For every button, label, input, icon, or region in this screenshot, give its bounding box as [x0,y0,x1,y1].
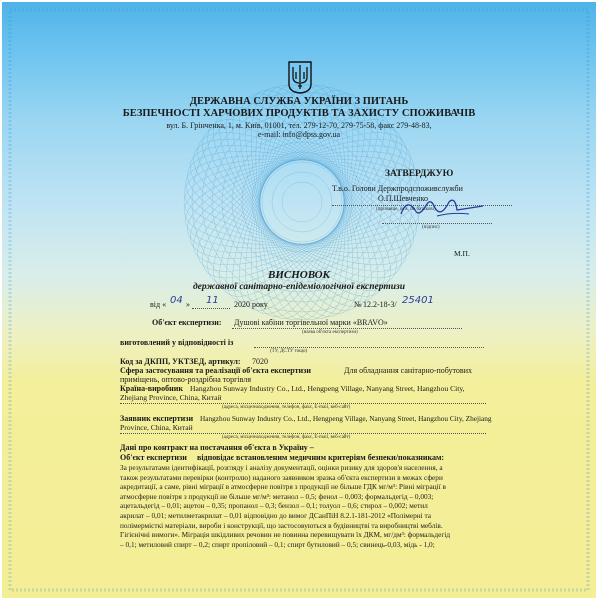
body-line: – 0,1; метиловий спирт – 0,2; спирт пропіловий – 0,1; спирт бутиловий – 0,5; свинець-0,03, мідь - 1,0; [120,539,435,549]
object-line [232,328,462,329]
code-value: 7020 [252,357,268,366]
manufactured-label: виготовлений у відповідності із [120,338,234,347]
month-line [192,308,230,309]
number-handwritten: 25401 [402,295,434,306]
applicant-value-2: Province, China, Китай [120,423,193,432]
scope-value-2: приміщень, оптово-роздрібна торгівля [120,375,251,384]
object-caption: (назва об'єкта експертизи) [302,330,358,335]
handwritten-signature [397,194,487,222]
applicant-line [120,433,486,434]
agency-name-line1: ДЕРЖАВНА СЛУЖБА УКРАЇНИ З ПИТАНЬ [189,96,409,107]
document-title: ВИСНОВОК [268,269,330,281]
body-line: акредитації, а саме, рівні міграції в атмосферне повітря з продукції не більше ГДК мг/м³: Рівні міграції в [120,482,446,492]
number-label: № [354,300,362,309]
code-label: Код за ДКПП, УКТЗЕД, артикул: [120,357,241,366]
approval-position: Т.в.о. Голови Держпродспоживслужби [332,184,463,193]
manufactured-caption: (ТУ, ДСТУ тощо) [270,349,308,354]
date-month: 11 [206,295,219,306]
date-year: 2020 року [234,300,268,309]
body-line: За результатами ідентифікації, розгляду і аналізу документації, оцінки ризику для здоров'я населення, а [120,463,443,472]
conformity-body [120,463,482,549]
approval-title: ЗАТВЕРДЖУЮ [385,169,454,179]
contract-label: Дані про контракт на постачання об'єкта в Україну – [120,443,314,452]
conformity-label: Об'єкт експертизи [120,453,187,462]
body-line: Гігієнічні вимоги». Міграція шкідливих речовин не повинна перевищувати їх ДКМ, мг/дм³: формальдегід [120,530,451,540]
producer-value-2: Zhejiang Province, China, Китай [120,393,222,402]
producer-value-1: Hangzhou Sunway Industry Co., Ltd., Hengpeng Village, Nanyang Street, Hangzhou City, [190,384,465,393]
object-value: Душові кабіни торгівельної марки «BRAVO» [234,318,388,327]
applicant-value-1: Hangzhou Sunway Industry Co., Ltd., Hengpeng Village, Nanyang Street, Hangzhou City, Zhejiang [200,414,492,423]
approval-name-caption: (прізвище, ім'я, по батькові) [376,207,436,212]
date-day: 04 [170,295,183,306]
agency-name-line2: БЕЗПЕЧНОСТІ ХАРЧОВИХ ПРОДУКТІВ ТА ЗАХИСТУ СПОЖИВАЧІВ [122,108,476,119]
producer-caption: (адреса, місцезнаходження, телефон, факс, E-mail, веб-сайт) [222,405,351,410]
trident-emblem-icon [287,60,313,94]
body-line: полімермісткі матеріали, вироби і конструкції, що застосовуються в будівництві та виробництві меблів. [120,520,443,530]
scope-value-1: Для обладнання санітарно-побутових [344,366,472,375]
object-label: Об'єкт експертизи: [152,318,222,327]
signature-caption: (підпис) [422,225,440,230]
scope-label: Сфера застосування та реалізації об'єкта експертизи [120,366,311,375]
stamp-mark: М.П. [454,249,470,258]
applicant-caption: (адреса, місцезнаходження, телефон, факс, E-mail, веб-сайт) [222,435,351,440]
conformity-text: відповідає встановленим медичним критеріям безпеки/показникам: [197,453,445,462]
date-close-quote: » [186,300,190,309]
body-line: атмосферне повітря з продукції не більше мг/м³: метанол – 0,5; фенол – 0,003; формальдегід – 0,003; [120,491,434,501]
manufactured-line [254,347,484,348]
producer-label: Країна-виробник [120,384,183,393]
producer-line [120,403,486,404]
body-line: також результатами перевірки (контролю) наданого заявником зразка об'єкта експертизи в межах сфери [120,472,443,482]
date-prefix: від « [150,300,167,309]
number-printed: 12.2-18-3/ [363,300,397,309]
approval-name: О.П.Шевченко [378,194,428,203]
security-paper [2,2,596,598]
body-line: акрилат – 0,01; метилметакрилат – 0,01 відповідно до вимог ДСанПіН 8.2.1-181-2012 «Полімерні та [120,510,432,520]
applicant-label: Заявник експертизи [120,414,194,423]
agency-email: e-mail: info@dpss.gov.ua [257,130,341,139]
document-subtitle: державної санітарно-епідеміологічної експертизи [192,282,406,292]
body-line: ацетальдегід – 0,01; ацетон – 0,35; пропанол – 0,3; бензол – 0,1; толуол – 0,6; стирол – 0,002; метил [120,501,428,511]
signature-line [382,223,492,224]
agency-address: вул. Б. Грінченка, 1, м. Київ, 01001, тел. 279-12-70, 279-75-58, факс 279-48-83, [166,121,432,130]
